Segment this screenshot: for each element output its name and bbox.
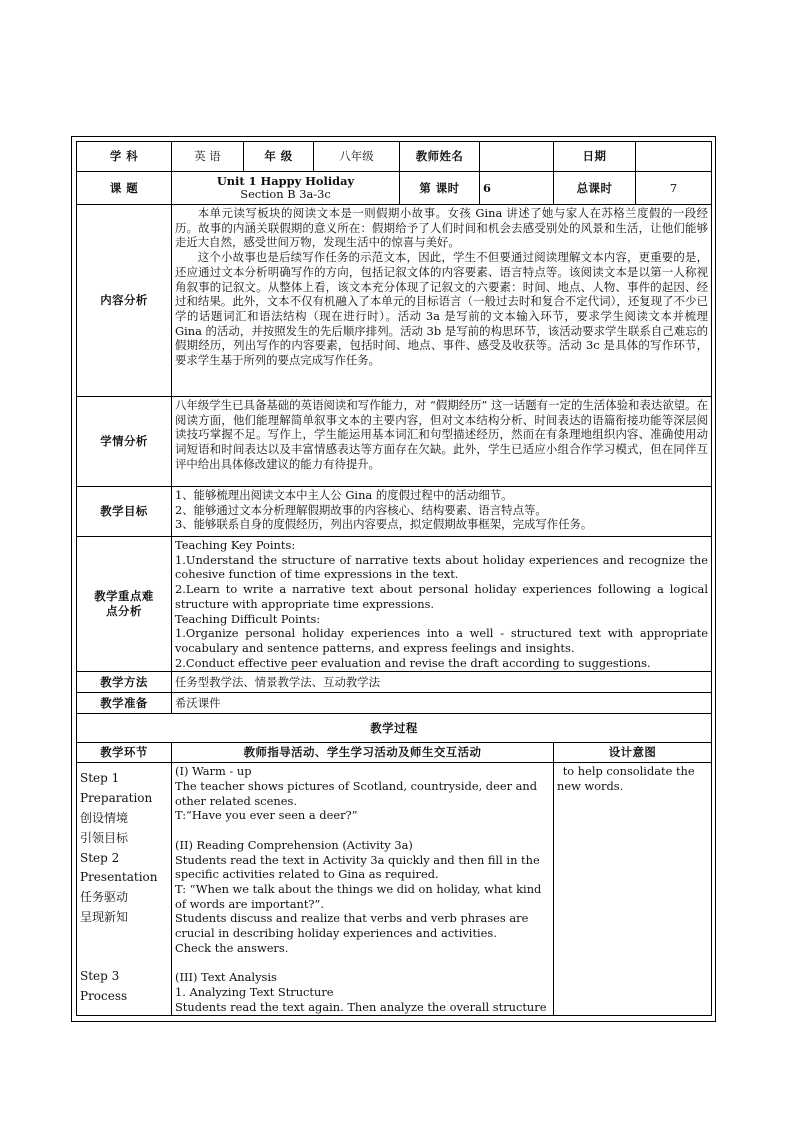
teacher-value (480, 142, 554, 172)
difficult-point-item: 1.Organize personal holiday experiences into a well - structured text with appropriate vocabulary and sentence patterns, and express feelings and insights. (175, 626, 708, 655)
process-body-row (77, 763, 712, 1016)
process-col-activity: 教师指导活动、学生学习活动及师生交互活动 (172, 743, 554, 763)
topic-value (172, 172, 400, 205)
activity-line: Students discuss and realize that verbs and verb phrases are crucial in describing holiday experiences and activities. (175, 911, 529, 941)
activity-line: T:“Have you ever seen a deer?” (175, 808, 358, 823)
key-points-label-line-1: 教学重点难 (94, 589, 154, 604)
key-points-label-line-2: 点分析 (106, 604, 142, 619)
process-title: 教学过程 (77, 714, 712, 743)
key-points-label (77, 537, 172, 672)
grade-value: 八年级 (314, 142, 400, 172)
stage-line: Process (80, 989, 128, 1004)
stage-line (80, 948, 168, 968)
teacher-label: 教师姓名 (400, 142, 480, 172)
grade-label: 年 级 (244, 142, 314, 172)
process-header-row (77, 743, 712, 763)
objective-item: 1、能够梳理出阅读文本中主人公 Gina 的度假过程中的活动细节。 (175, 488, 513, 502)
content-paragraph-1: 本单元读写板块的阅读文本是一则假期小故事。女孩 Gina 讲述了她与家人在苏格兰度假的一段经历。故事的内涵关联假期的意义所在：假期给予了人们时间和机会去感受别处的风景和生活，让他们能够走近大自然，感受世间万物，发现生活中的惊喜与美好。 (175, 206, 708, 250)
stage-line: 引领目标 (80, 830, 129, 845)
total-lessons-value: 7 (636, 172, 712, 205)
total-lessons-label: 总课时 (554, 172, 636, 205)
activity-line (175, 823, 550, 838)
activity-line: Students read the text in Activity 3a quickly and then fill in the specific activities related to Gina as required. (175, 852, 540, 882)
date-label: 日期 (554, 142, 636, 172)
stage-line: Presentation (80, 870, 158, 885)
objective-item: 2、能够通过文本分析理解假期故事的内容核心、结构要素、语言特点等。 (175, 502, 547, 517)
content-analysis-row (77, 205, 712, 397)
activity-line: (III) Text Analysis (175, 970, 277, 985)
activity-line (175, 955, 550, 970)
stage-line: 任务驱动 (80, 890, 129, 905)
stage-line: Preparation (80, 791, 153, 806)
student-analysis-row (77, 397, 712, 487)
process-intent: to help consolidate the new words. (554, 763, 712, 1016)
activity-line: Students read the text again. Then analyze the overall structure (175, 999, 547, 1014)
objective-item: 3、能够联系自身的度假经历，列出内容要点，拟定假期故事框架，完成写作任务。 (175, 517, 593, 532)
stage-line: Step 1 (80, 771, 120, 786)
lesson-label: 第 课时 (400, 172, 480, 205)
activity-line: (I) Warm - up (175, 764, 252, 779)
objectives-row (77, 487, 712, 537)
topic-line-2: Section B 3a-3c (240, 187, 331, 201)
topic-label: 课 题 (77, 172, 172, 205)
activity-line: T: “When we talk about the things we did on holiday, what kind of words are important?”. (175, 881, 542, 911)
preparation-label: 教学准备 (77, 693, 172, 714)
stage-line: 呈现新知 (80, 909, 129, 924)
student-analysis-text: 八年级学生已具备基础的英语阅读和写作能力，对 “假期经历” 这一话题有一定的生活体验和表达欲望。在阅读方面，他们能理解简单叙事文本的主要内容，但对文本结构分析、时间表达的语篇衔接功能等深层阅读技巧掌握不足。写作上，学生能运用基本词汇和句型描述经历，然而在有条理地组织内容、准确使用动词短语和时间表达以及丰富情感表达等方面存在欠缺。此外，学生已适应小组合作学习模式，但在同伴互评中给出具体修改建议的能力有待提升。 (172, 397, 712, 487)
student-analysis-label: 学情分析 (77, 397, 172, 487)
lesson-plan-table (76, 141, 712, 1016)
header-row-1 (77, 142, 712, 172)
content-paragraph-2: 这个小故事也是后续写作任务的示范文本，因此，学生不但要通过阅读理解文本内容，更重要的是，还应通过文本分析明确写作的方向，包括记叙文体的内容要素、语言特点等。该阅读文本是以第一人称视角叙事的记叙文。从整体上看，该文本充分体现了记叙文的六要素：时间、地点、人物、事件的起因、经过和结果。此外，文本不仅有机融入了本单元的目标语言（一般过去时和复合不定代词），还复现了不少已学的话题词汇和语法结构（现在进行时）。活动 3a 是写前的文本输入环节，要求学生阅读文本并梳理 Gina 的活动，并按照发生的先后顺序排列。活动 3b 是写前的构思环节，该活动要求学生联系自己难忘的假期经历，列出写作的内容要素，包括时间、地点、事件、感受及收获等。活动 3c 是具体的写作环节，要求学生基于所列的要点完成写作任务。 (175, 250, 708, 368)
method-value: 任务型教学法、情景教学法、互动教学法 (172, 672, 712, 693)
process-title-row (77, 714, 712, 743)
activity-line: (II) Reading Comprehension (Activity 3a) (175, 837, 413, 852)
content-analysis-label: 内容分析 (77, 205, 172, 397)
key-point-item: 2.Learn to write a narrative text about personal holiday experiences following a logical structure with appropriate time expressions. (175, 582, 708, 611)
header-row-2 (77, 172, 712, 205)
objectives-list (172, 487, 712, 537)
activity-line: 1. Analyzing Text Structure (175, 984, 334, 999)
topic-line-1: Unit 1 Happy Holiday (216, 174, 355, 188)
stage-line: 创设情境 (80, 810, 129, 825)
activity-line: The teacher shows pictures of Scotland, countryside, deer and other related scenes. (175, 779, 538, 808)
method-row (77, 672, 712, 693)
stage-line: Step 2 (80, 850, 120, 865)
stage-line: Step 3 (80, 969, 120, 984)
activity-line: Check the answers. (175, 940, 289, 955)
preparation-value: 希沃课件 (172, 693, 712, 714)
key-point-item: 1.Understand the structure of narrative texts about holiday experiences and recognize the cohesive function of time expressions in the text. (175, 552, 708, 582)
objectives-label: 教学目标 (77, 487, 172, 537)
stage-line (80, 928, 168, 948)
process-col-stage: 教学环节 (77, 743, 172, 763)
process-activities (172, 763, 554, 1016)
difficult-point-item: 2.Conduct effective peer evaluation and revise the draft according to suggestions. (175, 655, 651, 670)
preparation-row (77, 693, 712, 714)
key-points-row (77, 537, 712, 672)
key-points-title: Teaching Key Points: (175, 538, 296, 552)
lesson-value: 6 (480, 172, 554, 205)
process-stages (77, 763, 172, 1016)
date-value (636, 142, 712, 172)
subject-label: 学 科 (77, 142, 172, 172)
method-label: 教学方法 (77, 672, 172, 693)
process-col-intent: 设计意图 (554, 743, 712, 763)
content-analysis-text (172, 205, 712, 397)
key-points-text (172, 537, 712, 672)
subject-value: 英 语 (172, 142, 244, 172)
difficult-points-title: Teaching Difficult Points: (175, 611, 321, 626)
